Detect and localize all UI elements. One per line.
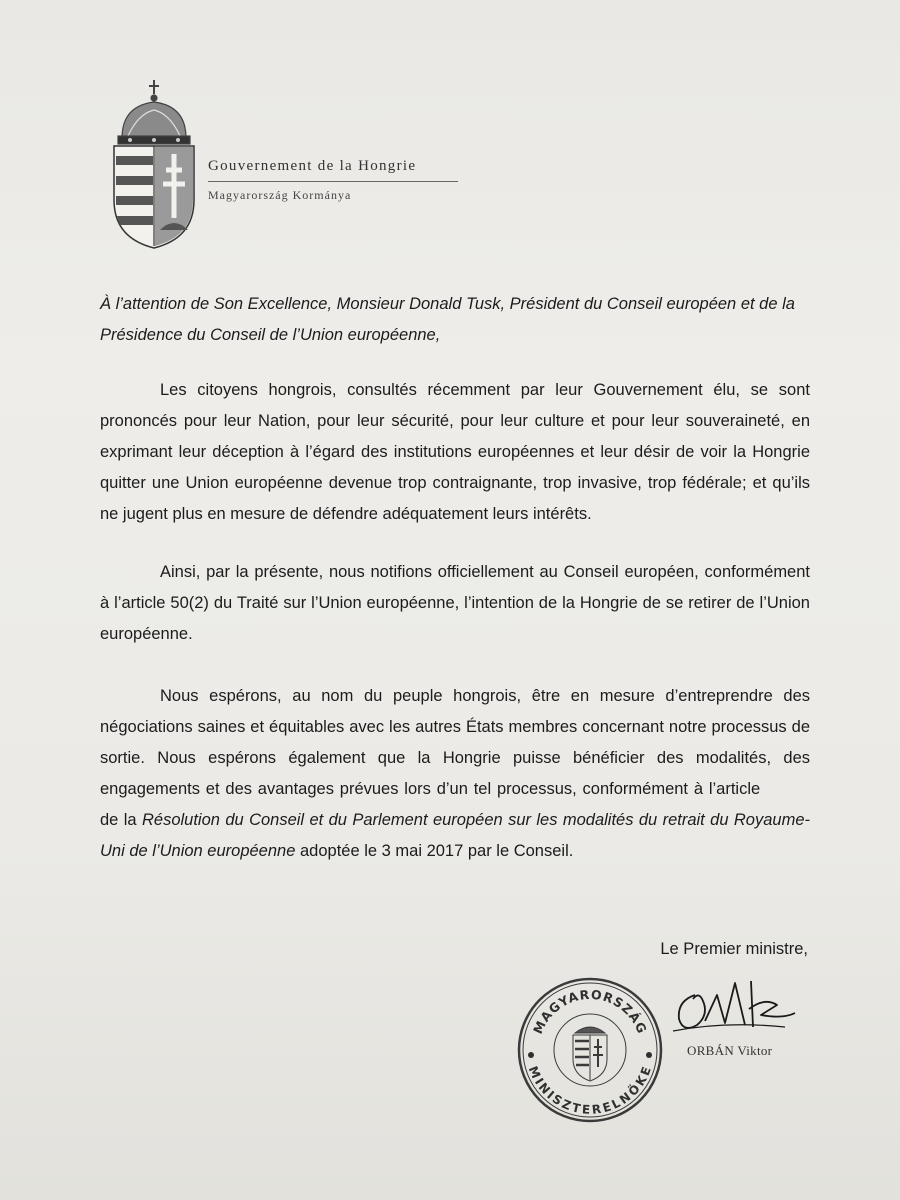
signer-name: ORBÁN Viktor bbox=[687, 1043, 773, 1058]
stamp-top-text: MAGYARORSZÁG bbox=[529, 986, 651, 1037]
addressee: À l’attention de Son Excellence, Monsieur Donald Tusk, Président du Conseil européen et de la Présidence du Conseil de l’Union européenne, bbox=[100, 295, 795, 344]
letterhead-name-fr: Gouvernement de la Hongrie bbox=[208, 158, 458, 182]
paragraph-2: Ainsi, par la présente, nous notifions officiellement au Conseil européen, conformément à l’article 50(2) du Traité sur l’Union européenne, l’intention de la Hongrie de se retirer de l’Union européenne. bbox=[100, 563, 810, 643]
paragraph-3-part-2: de la bbox=[100, 811, 137, 829]
letterhead bbox=[208, 158, 458, 203]
letterhead-name-hu: Magyarország Kormánya bbox=[208, 188, 352, 202]
paragraph-1: Les citoyens hongrois, consultés récemment par leur Gouvernement élu, se sont prononcés pour leur Nation, pour leur sécurité, pour leur culture et pour leur souveraineté, en exprimant leur déception à l’égard des institutions européennes et leur désir de voir la Hongrie quitter une Union européenne devenue trop contraignante, trop invasive, trop fédérale; et qu’ils ne jugent plus en mesure de défendre adéquatement leurs intérêts. bbox=[100, 381, 810, 523]
signature-icon bbox=[665, 975, 805, 1045]
closing-title: Le Premier ministre, bbox=[660, 940, 808, 958]
official-stamp-icon bbox=[515, 975, 665, 1125]
paragraph-3 bbox=[100, 681, 810, 867]
paragraph-3-part-1: Nous espérons, au nom du peuple hongrois, être en mesure d’entreprendre des négociations saines et équitables avec les autres États membres concernant notre processus de sortie. Nous espérons également que la Hongrie puisse bénéficier des modalités, des engagements et des avantages prévues lors d’un tel processus, conformément à l’article bbox=[100, 687, 810, 798]
paragraph-3-part-3: adoptée le 3 mai 2017 par le Conseil. bbox=[299, 842, 574, 860]
coat-of-arms-icon bbox=[108, 80, 204, 250]
resolution-title: Résolution du Conseil et du Parlement européen sur les modalités du retrait du Royaume-Uni de l’Union européenne bbox=[100, 811, 811, 860]
stamp-bottom-text: MINISZTERELNÖKE bbox=[525, 1064, 655, 1117]
